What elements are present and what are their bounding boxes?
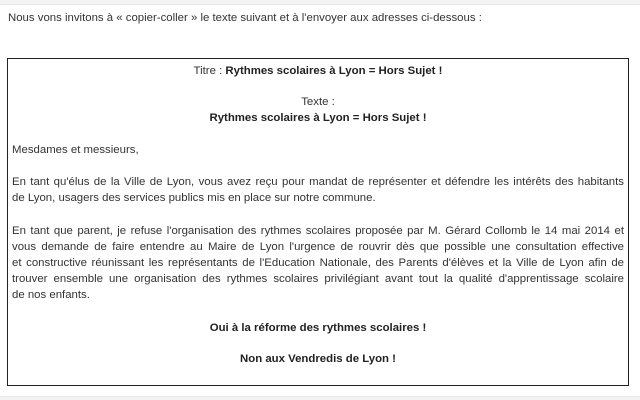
top-divider xyxy=(0,0,640,5)
bottom-divider xyxy=(0,396,640,400)
intro-text: Nous vons invitons à « copier-coller » le texte suivant et à l'envoyer aux adresses ci-dessous : xyxy=(8,12,482,24)
paragraph-1-line: En tant qu'élus de la Ville de Lyon, vous avez reçu pour mandat de représenter et défendre les intérêts des habitants xyxy=(12,176,624,188)
paragraph-1 xyxy=(12,174,624,206)
title-label: Titre : xyxy=(193,65,226,77)
paragraph-2 xyxy=(12,223,624,303)
paragraph-2-line: vous demande de faire entendre au Maire de Lyon l'urgence de rouvrir dès que possible une consultation effective xyxy=(12,241,624,253)
slogan-no: Non aux Vendredis de Lyon ! xyxy=(240,353,396,365)
text-label: Texte : xyxy=(301,96,335,108)
salutation: Mesdames et messieurs, xyxy=(12,144,139,156)
letter-box xyxy=(7,58,629,386)
paragraph-1-line: de Lyon, usagers des services publics mis en place sur notre commune. xyxy=(12,192,376,204)
text-title: Rythmes scolaires à Lyon = Hors Sujet ! xyxy=(209,112,427,124)
title-value: Rythmes scolaires à Lyon = Hors Sujet ! xyxy=(225,65,443,77)
slogan-yes: Oui à la réforme des rythmes scolaires ! xyxy=(209,322,427,334)
title-line xyxy=(8,64,628,78)
paragraph-2-line: et constructive réunissant les représentants de l'Education Nationale, des Parents d'élèves et la Ville de Lyon afin de xyxy=(12,257,624,269)
paragraph-2-line: de nos enfants. xyxy=(12,289,90,301)
paragraph-2-line: En tant que parent, je refuse l'organisation des rythmes scolaires proposée par M. Gérard Collomb le 14 mai 2014 et xyxy=(12,225,624,237)
paragraph-2-line: trouver ensemble une organisation des rythmes scolaires privilégiant avant tout la qualité d'apprentissage scolaire xyxy=(12,273,624,285)
